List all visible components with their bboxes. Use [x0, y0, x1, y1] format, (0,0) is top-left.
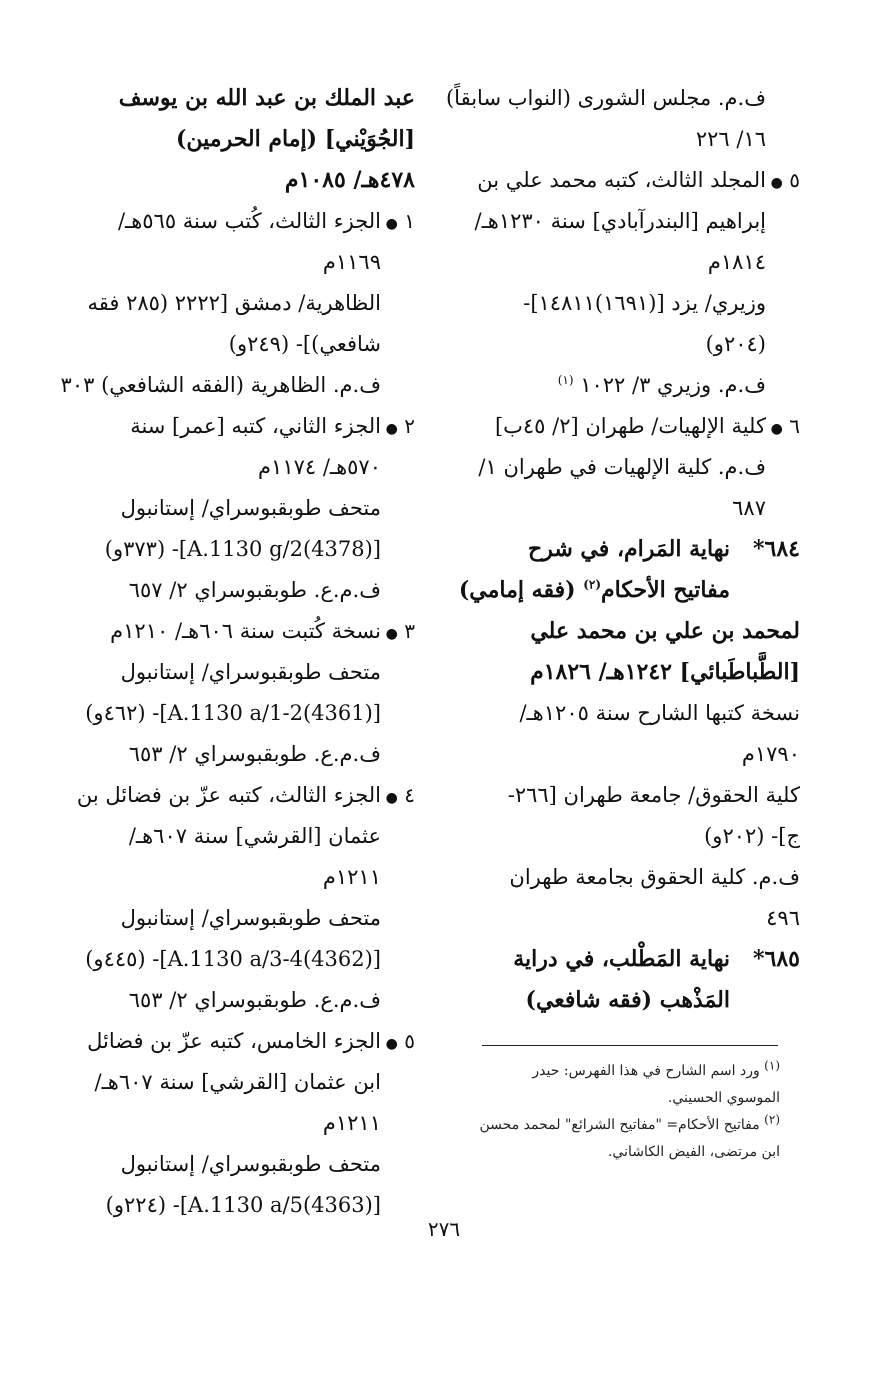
text-line: [(4362)A.1130 a/3-4]- (٤٤٥و) — [85, 947, 381, 971]
page-number: ٢٧٦ — [427, 1217, 461, 1241]
manuscript-entry — [60, 406, 415, 611]
entry-title: المَذْهب (فقه شافعي) — [525, 987, 730, 1013]
text-line: ٦٨٧ — [732, 496, 766, 520]
bullet-icon: ● — [385, 216, 398, 232]
text-line: الجزء الثالث، كُتب سنة ٥٦٥هـ/ — [117, 209, 381, 233]
text-line: ف.م.ع. طوبقبوسراي ٢/ ٦٥٧ — [128, 578, 381, 602]
text-line: كلية الإلهيات/ طهران [٢/ ٤٥ب] — [494, 414, 766, 438]
footnote-divider — [482, 1045, 778, 1046]
text-line: الظاهرية/ دمشق [٢٢٢٢ (٢٨٥ فقه — [87, 291, 381, 315]
footnote — [440, 1058, 780, 1085]
text-line: عثمان [القرشي] سنة ٦٠٧هـ/ — [128, 824, 381, 848]
manuscript-entry — [60, 201, 415, 406]
footnote-text: ورد اسم الشارح في هذا الفهرس: حيدر — [532, 1063, 760, 1079]
text-line: نسخة كُتبت سنة ٦٠٦هـ/ ١٢١٠م — [110, 619, 381, 643]
entry-number: ١ ● — [385, 209, 415, 233]
text-line: [(4363)A.1130 a/5]- (٢٢٤و) — [105, 1193, 381, 1217]
entry-number: ٥ ● — [385, 1029, 415, 1053]
text-line: (٢٠٤و) — [705, 332, 766, 356]
text-line: الجزء الثاني، كتبه [عمر] سنة — [130, 414, 381, 438]
footnote-marker: (٢) — [764, 1112, 780, 1127]
text-line: نسخة كتبها الشارح سنة ١٢٠٥هـ/ — [519, 701, 800, 725]
text-line: متحف طوبقبوسراي/ إستانبول — [120, 1152, 381, 1176]
main-entry-684 — [445, 529, 800, 611]
manuscript-entry — [60, 1021, 415, 1226]
text-segment: مفاتيح الأحكام — [601, 577, 730, 603]
text-line: ١٧٩٠م — [741, 742, 800, 766]
text-line: ف.م.ع. طوبقبوسراي ٢/ ٦٥٣ — [128, 988, 381, 1012]
right-column — [445, 78, 800, 1021]
text-line: شافعي)]- (٢٤٩و) — [228, 332, 381, 356]
author-name: [الجُوَيْني] (إمام الحرمين) — [176, 126, 415, 152]
left-column — [60, 78, 415, 1226]
manuscript-entry — [445, 406, 800, 529]
manuscript-entry — [445, 160, 800, 406]
manuscript-entry — [60, 611, 415, 775]
text-line: ف.م. كلية الإلهيات في طهران ١/ — [478, 455, 766, 479]
text-line: ف.م. مجلس الشورى (النواب سابقاً) — [445, 86, 766, 110]
text-line: متحف طوبقبوسراي/ إستانبول — [120, 906, 381, 930]
bullet-icon: ● — [770, 421, 783, 437]
bullet-icon: ● — [770, 175, 783, 191]
text-line: [(4361)A.1130 a/1-2]- (٤٦٢و) — [85, 701, 381, 725]
footnote-ref: (٢) — [583, 577, 602, 592]
author-name: عبد الملك بن عبد الله بن يوسف — [118, 85, 415, 111]
entry-title: نهاية المَطْلب، في دراية — [513, 946, 730, 972]
entry-author: [الطَّباطَبائي] ١٢٤٢هـ/ ١٨٢٦م — [530, 659, 800, 685]
footnote-text: مفاتيح الأحكام= "مفاتيح الشرائع" لمحمد محسن — [479, 1117, 760, 1133]
bullet-icon: ● — [385, 790, 398, 806]
text-line: ج]- (٢٠٢و) — [704, 824, 800, 848]
entry-number: ٥ ● — [770, 168, 800, 192]
text-line: ف.م. الظاهرية (الفقه الشافعي) ٣٠٣ — [60, 373, 381, 397]
bullet-icon: ● — [385, 421, 398, 437]
bullet-icon: ● — [385, 626, 398, 642]
entry-number: ٤ ● — [385, 783, 415, 807]
text-line: متحف طوبقبوسراي/ إستانبول — [120, 660, 381, 684]
footnote-text: ابن مرتضى، الفيض الكاشاني. — [607, 1144, 780, 1160]
text-line: المجلد الثالث، كتبه محمد علي بن — [477, 168, 766, 192]
text-line: الجزء الثالث، كتبه عزّ بن فضائل بن — [76, 783, 381, 807]
footnotes — [440, 1058, 780, 1166]
text-line: ١٨١٤م — [707, 250, 766, 274]
text-line: ف.م.ع. طوبقبوسراي ٢/ ٦٥٣ — [128, 742, 381, 766]
footnote-text: الموسوي الحسيني. — [667, 1090, 780, 1106]
entry-author: لمحمد بن علي بن محمد علي — [530, 618, 800, 644]
text-line: ١٢١١م — [322, 865, 381, 889]
text-segment: (فقه إمامي) — [458, 577, 576, 603]
bullet-icon: ● — [385, 1036, 398, 1052]
text-line: ١١٦٩م — [322, 250, 381, 274]
text-line — [445, 365, 766, 406]
text-line: كلية الحقوق/ جامعة طهران [٢٦٦- — [507, 783, 800, 807]
main-entry-685 — [445, 939, 800, 1021]
text-line: ١٦/ ٢٢٦ — [695, 127, 766, 151]
text-line: إبراهيم [البندرآبادي] سنة ١٢٣٠هـ/ — [474, 209, 766, 233]
text-line: [(4378)A.1130 g/2]- (٣٧٣و) — [104, 537, 381, 561]
author-dates: ٤٧٨هـ/ ١٠٨٥م — [284, 167, 415, 193]
entry-title: نهاية المَرام، في شرح — [528, 536, 730, 562]
text-line: ابن عثمان [القرشي] سنة ٦٠٧هـ/ — [94, 1070, 381, 1094]
entry-title — [445, 570, 730, 611]
main-entry-number: ٦٨٤* — [753, 536, 800, 562]
main-entry-number: ٦٨٥* — [753, 946, 800, 972]
text-line: وزيري/ يزد [(١٦٩١)١٤٨١١]- — [523, 291, 766, 315]
text-line: ف.م. كلية الحقوق بجامعة طهران — [509, 865, 800, 889]
entry-number: ٣ ● — [385, 619, 415, 643]
text-line: الجزء الخامس، كتبه عزّ بن فضائل — [87, 1029, 381, 1053]
entry-number: ٢ ● — [385, 414, 415, 438]
text-line: ٥٧٠هـ/ ١١٧٤م — [258, 455, 381, 479]
footnote-ref: (١) — [557, 373, 574, 387]
text-line: ٤٩٦ — [766, 906, 800, 930]
footnote — [440, 1112, 780, 1139]
text-segment: ف.م. وزيري ٣/ ١٠٢٢ — [580, 373, 766, 397]
footnote-marker: (١) — [764, 1058, 780, 1073]
manuscript-entry — [60, 775, 415, 1021]
text-line: ١٢١١م — [322, 1111, 381, 1135]
text-line: متحف طوبقبوسراي/ إستانبول — [120, 496, 381, 520]
entry-number: ٦ ● — [770, 414, 800, 438]
